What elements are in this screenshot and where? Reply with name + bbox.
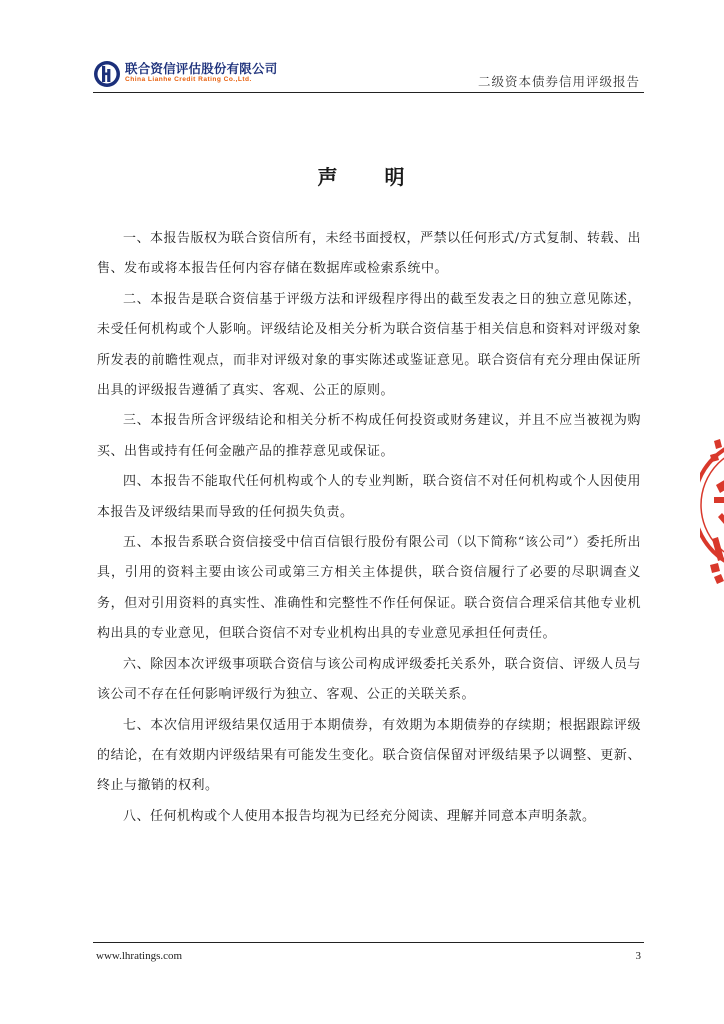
- paragraph-3: 三、本报告所含评级结论和相关分析不构成任何投资或财务建议，并且不应当被视为购买、出售或持有任何金融产品的推荐意见或保证。: [97, 413, 641, 459]
- paragraph-7: 七、本次信用评级结果仅适用于本期债券，有效期为本期债券的存续期；根据跟踪评级的结论，在有效期内评级结果有可能发生变化。联合资信保留对评级结果予以调整、更新、终止与撤销的权利。: [97, 717, 641, 794]
- paragraph-5: 五、本报告系联合资信接受中信百信银行股份有限公司（以下简称“该公司”）委托所出具，引用的资料主要由该公司或第三方相关主体提供，联合资信履行了必要的尽职调查义务，但对引用资料的真实性、准确性和完整性不作任何保证。联合资信合理采信其他专业机构出具的专业意见，但联合资信不对专业机构出具的专业意见承担任何责任。: [97, 535, 641, 642]
- page-title: 声 明: [317, 165, 425, 189]
- paragraph-6: 六、除因本次评级事项联合资信与该公司构成评级委托关系外，联合资信、评级人员与该公司不存在任何影响评级行为独立、客观、公正的关联关系。: [97, 656, 641, 703]
- red-seal-stamp-icon: [700, 415, 724, 595]
- footer-website: www.lhratings.com: [96, 950, 183, 962]
- footer-divider: [93, 942, 644, 943]
- report-type: 二级资本债券信用评级报告: [477, 74, 640, 89]
- header-divider: [93, 92, 644, 93]
- company-name-cn: 联合资信评估股份有限公司: [125, 61, 278, 76]
- declaration-body: [97, 224, 641, 832]
- page-header: [93, 57, 644, 91]
- lianhe-logo-icon: [93, 60, 121, 88]
- paragraph-2: 二、本报告是联合资信基于评级方法和评级程序得出的截至发表之日的独立意见陈述，未受任何机构或个人影响。评级结论及相关分析为联合资信基于相关信息和资料对评级对象所发表的前瞻性观点，而非对评级对象的事实陈述或鉴证意见。联合资信有充分理由保证所出具的评级报告遵循了真实、客观、公正的原则。: [97, 291, 641, 399]
- page-number: 3: [635, 950, 641, 962]
- company-name-en: China Lianhe Credit Rating Co.,Ltd.: [125, 76, 252, 83]
- paragraph-1: 一、本报告版权为联合资信所有，未经书面授权，严禁以任何形式/方式复制、转载、出售、发布或将本报告任何内容存储在数据库或检索系统中。: [97, 231, 641, 277]
- paragraph-8: 八、任何机构或个人使用本报告均视为已经充分阅读、理解并同意本声明条款。: [123, 808, 596, 824]
- paragraph-4: 四、本报告不能取代任何机构或个人的专业判断，联合资信不对任何机构或个人因使用本报告及评级结果而导致的任何损失负责。: [97, 474, 641, 520]
